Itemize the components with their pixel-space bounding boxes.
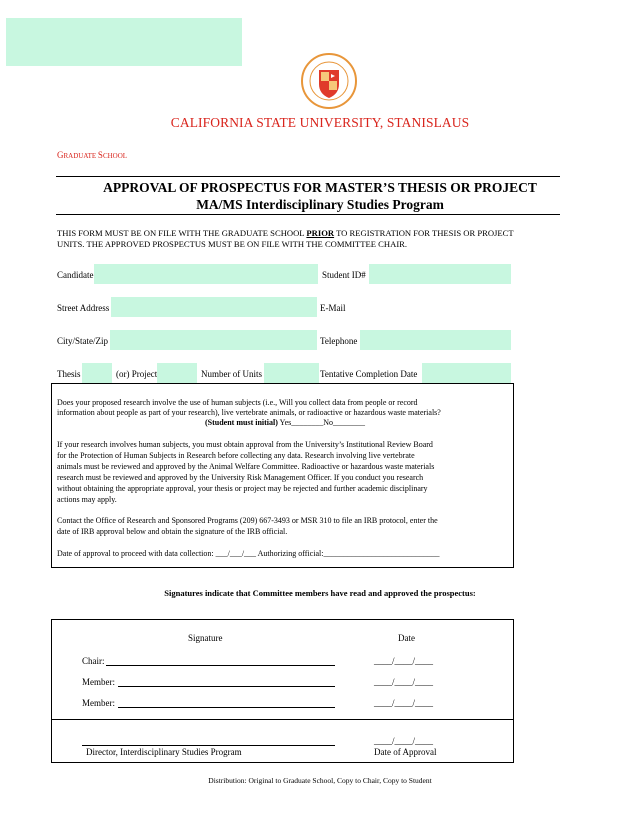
signature-table-divider <box>51 719 514 720</box>
member-2-date[interactable]: ____/____/____ <box>374 698 434 708</box>
student-id-label: Student ID# <box>322 270 366 280</box>
contact-line-1: Contact the Office of Research and Sponsored Programs (209) 667-3493 or MSR 310 to file an IRB protocol, enter the <box>57 516 438 525</box>
candidate-label: Candidate <box>57 270 94 280</box>
email-label: E-Mail <box>320 303 346 313</box>
prior-emphasis: PRIOR <box>306 228 335 238</box>
city-state-zip-label: City/State/Zip <box>57 336 108 346</box>
department-name: GRADUATE SCHOOL <box>57 150 128 160</box>
city-state-zip-input[interactable] <box>110 330 317 350</box>
research-para-4: research must be reviewed and approved by the University Risk Management Officer. If you conduct you research <box>57 473 424 482</box>
date-of-approval-label: Date of Approval <box>374 747 437 757</box>
yes-no-blanks: Yes________No________ <box>279 418 366 427</box>
distribution-note: Distribution: Original to Graduate School, Copy to Chair, Copy to Student <box>208 776 432 785</box>
completion-date-input[interactable] <box>422 363 511 383</box>
director-signature-line[interactable] <box>82 745 335 746</box>
thesis-label: Thesis <box>57 369 81 379</box>
form-subtitle: MA/MS Interdisciplinary Studies Program <box>196 197 444 212</box>
research-question-2: information about people as part of your research), live vertebrate animals, or radioactive or hazardous waste materials? <box>57 408 441 417</box>
street-address-input[interactable] <box>111 297 317 317</box>
research-question-1: Does your proposed research involve the use of human subjects (i.e., Will you collect data from people or record <box>57 398 418 407</box>
chair-date[interactable]: ____/____/____ <box>374 656 434 666</box>
chair-label: Chair: <box>82 656 105 666</box>
member-2-signature-line[interactable] <box>118 707 335 708</box>
research-para-5: without obtaining the appropriate approval, your thesis or project may be rejected and further academic disciplinary <box>57 484 428 493</box>
street-address-label: Street Address <box>57 303 110 313</box>
title-top-rule <box>56 176 560 177</box>
student-id-input[interactable] <box>369 264 511 284</box>
telephone-input[interactable] <box>360 330 511 350</box>
candidate-input[interactable] <box>94 264 318 284</box>
member-1-date[interactable]: ____/____/____ <box>374 677 434 687</box>
member-1-label: Member: <box>82 677 115 687</box>
research-para-3: animals must be reviewed and approved by the Animal Welfare Committee. Radioactive or hazardous waste materials <box>57 462 435 471</box>
telephone-label: Telephone <box>320 336 358 346</box>
director-label: Director, Interdisciplinary Studies Program <box>86 747 242 757</box>
signatures-heading: Signatures indicate that Committee members have read and approved the prospectus: <box>164 588 476 598</box>
member-1-signature-line[interactable] <box>118 686 335 687</box>
notice-line-2: UNITS. THE APPROVED PROSPECTUS MUST BE ON FILE WITH THE COMMITTEE CHAIR. <box>57 239 408 249</box>
title-bottom-rule <box>56 214 560 215</box>
university-name: CALIFORNIA STATE UNIVERSITY, STANISLAUS <box>170 115 470 130</box>
member-2-label: Member: <box>82 698 115 708</box>
signature-column-header: Signature <box>188 633 223 643</box>
research-para-6: actions may apply. <box>57 495 117 504</box>
thesis-input[interactable] <box>82 363 112 383</box>
university-seal <box>300 52 358 110</box>
approval-date-line: Date of approval to proceed with data collection: ___/___/___ Authorizing official:_____________________________ <box>57 549 440 558</box>
director-date[interactable]: ____/____/____ <box>374 736 434 746</box>
signature-table <box>51 619 514 763</box>
project-input[interactable] <box>157 363 197 383</box>
research-para-1: If your research involves human subjects, you must obtain approval from the University’s Institutional Review Board <box>57 440 433 449</box>
chair-signature-line[interactable] <box>106 665 335 666</box>
units-input[interactable] <box>264 363 319 383</box>
research-para-2: for the Protection of Human Subjects in Research before collecting any data. Research involving live vertebrate <box>57 451 415 460</box>
project-label: (or) Project <box>116 369 158 379</box>
student-initial-line <box>205 418 365 428</box>
student-initial-label: (Student must initial) <box>205 418 278 427</box>
form-title: APPROVAL OF PROSPECTUS FOR MASTER’S THESIS OR PROJECT <box>103 180 537 195</box>
completion-date-label: Tentative Completion Date <box>320 369 418 379</box>
date-column-header: Date <box>398 633 415 643</box>
header-fill-box[interactable] <box>6 18 242 66</box>
units-label: Number of Units <box>201 369 262 379</box>
contact-line-2: date of IRB approval below and obtain the signature of the IRB official. <box>57 527 288 536</box>
notice-line-1: THIS FORM MUST BE ON FILE WITH THE GRADUATE SCHOOL PRIOR TO REGISTRATION FOR THESIS OR PROJECT <box>57 228 514 238</box>
